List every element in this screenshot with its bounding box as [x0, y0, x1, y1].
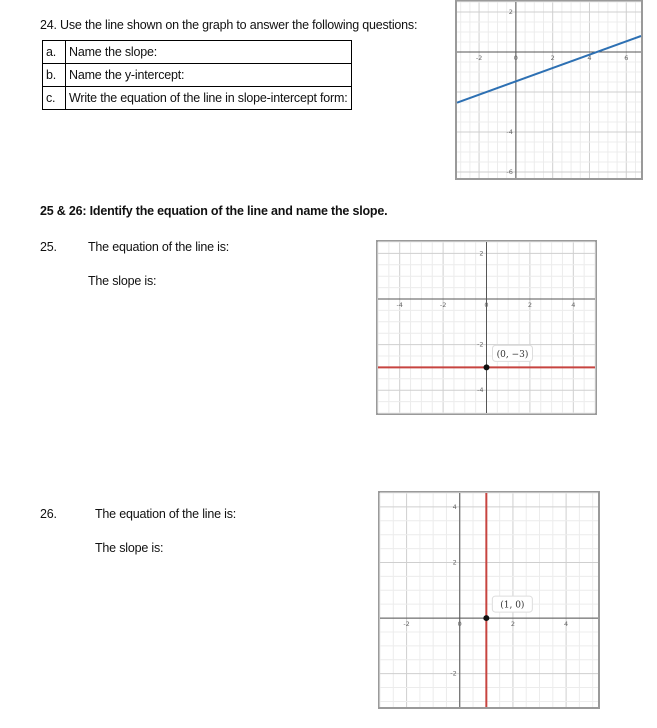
table-row: [43, 41, 352, 64]
row-label: b.: [43, 64, 66, 87]
y-tick-label: 2: [479, 249, 484, 258]
section-heading: 25 & 26: Identify the equation of the line and name the slope.: [40, 204, 388, 218]
q25-slope-prompt: The slope is:: [88, 274, 157, 288]
x-tick-label: 4: [564, 620, 569, 629]
y-tick-label: -2: [477, 340, 484, 349]
table-row: [43, 87, 352, 110]
q26-number: 26.: [40, 507, 57, 521]
q24-answer-table: [42, 40, 352, 110]
point-label: (0, −3): [496, 349, 529, 360]
x-tick-label: 0: [484, 301, 489, 309]
y-tick-label: 2: [508, 8, 513, 16]
data-point: [483, 615, 489, 621]
x-tick-label: 4: [571, 301, 576, 309]
x-tick-label: 0: [513, 54, 518, 62]
y-tick-label: -2: [450, 669, 457, 678]
table-row: [43, 64, 352, 87]
y-tick-label: -4: [477, 386, 484, 395]
x-tick-label: 6: [624, 54, 629, 62]
q25-equation-prompt: The equation of the line is:: [88, 240, 230, 254]
y-tick-label: 4: [452, 502, 457, 511]
x-tick-label: 4: [587, 54, 592, 62]
q26-slope-prompt: The slope is:: [95, 541, 164, 555]
y-tick-label: -6: [506, 168, 513, 176]
x-tick-label: 0: [457, 620, 462, 629]
graph-q24: [455, 0, 643, 180]
graph-q25: [376, 240, 597, 415]
q26-equation-prompt: The equation of the line is:: [95, 507, 237, 521]
x-tick-label: -4: [396, 301, 403, 309]
x-tick-label: 2: [510, 620, 515, 629]
row-text: Name the slope:: [66, 41, 352, 64]
point-label: (1, 0): [500, 600, 525, 611]
row-label: a.: [43, 41, 66, 64]
data-point: [484, 364, 490, 370]
y-tick-label: -4: [506, 128, 513, 136]
q25-number: 25.: [40, 240, 57, 254]
q24-prompt: 24. Use the line shown on the graph to answer the following questions:: [40, 18, 418, 32]
x-tick-label: -2: [475, 54, 483, 62]
graph-q26: [378, 491, 600, 709]
x-tick-label: 2: [550, 54, 555, 62]
x-tick-label: -2: [403, 620, 410, 629]
row-text: Write the equation of the line in slope-intercept form:: [66, 87, 352, 110]
x-tick-label: 2: [527, 301, 532, 309]
row-text: Name the y-intercept:: [66, 64, 352, 87]
x-tick-label: -2: [439, 301, 447, 309]
row-label: c.: [43, 87, 66, 110]
y-tick-label: 2: [452, 558, 457, 567]
